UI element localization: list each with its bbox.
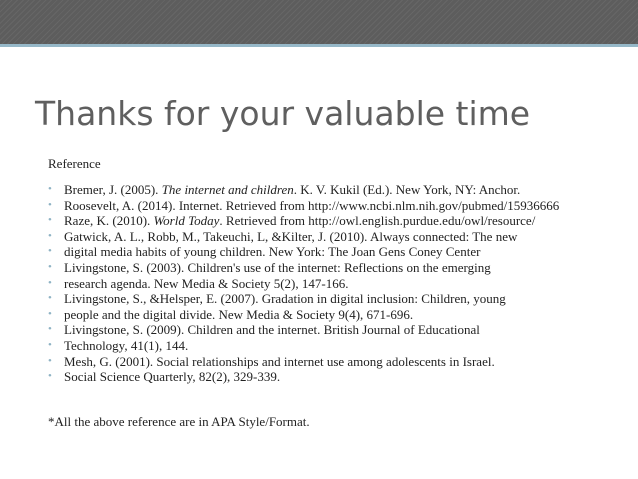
bullet-icon: • (48, 307, 52, 320)
bullet-icon: • (48, 229, 52, 242)
bullet-icon: • (48, 198, 52, 211)
reference-item (48, 198, 623, 214)
reference-text: Livingstone, S. (2009). Children and the internet. British Journal of Educational (64, 322, 480, 338)
bullet-icon: • (48, 370, 52, 383)
reference-text: research agenda. New Media & Society 5(2), 147-166. (64, 275, 349, 291)
reference-item (48, 229, 623, 245)
reference-text: . K. V. Kukil (Ed.). New York, NY: Anchor. (293, 182, 521, 197)
reference-text: . Retrieved from http://owl.english.purdue.edu/owl/resource/ (219, 213, 536, 229)
header-bar (0, 0, 638, 44)
bullet-icon: • (48, 183, 52, 195)
slide-title: Thanks for your valuable time (35, 94, 531, 133)
reference-heading: Reference (48, 156, 101, 171)
reference-item (48, 307, 623, 323)
reference-item (48, 291, 623, 307)
reference-item (48, 354, 623, 370)
reference-text: Technology, 41(1), 144. (64, 337, 189, 353)
reference-text: digital media habits of young children. New York: The Joan Gens Coney Center (64, 244, 481, 260)
bullet-icon: • (48, 292, 52, 305)
reference-title: World Today (153, 213, 220, 229)
bullet-icon: • (48, 260, 52, 273)
reference-item (48, 260, 623, 276)
bullet-icon: • (48, 323, 52, 336)
bullet-icon: • (48, 338, 52, 351)
reference-text: Social Science Quarterly, 82(2), 329-339. (64, 369, 281, 385)
bullet-icon: • (48, 245, 52, 258)
reference-text: people and the digital divide. New Media & Society 9(4), 671-696. (64, 306, 414, 322)
reference-text: Livingstone, S., &Helsper, E. (2007). Gradation in digital inclusion: Children, young (64, 291, 506, 307)
footnote: *All the above reference are in APA Style/Format. (48, 414, 310, 429)
reference-text: Mesh, G. (2001). Social relationships and internet use among adolescents in Israel. (64, 353, 495, 369)
accent-stripe (0, 44, 638, 47)
reference-item (48, 338, 623, 354)
reference-text: Livingstone, S. (2003). Children's use of the internet: Reflections on the emerging (64, 259, 491, 275)
reference-item (48, 369, 623, 385)
reference-text: Gatwick, A. L., Robb, M., Takeuchi, L, &Kilter, J. (2010). Always connected: The new (64, 228, 518, 244)
reference-text: Raze, K. (2010). (64, 213, 154, 229)
reference-text: Roosevelt, A. (2014). Internet. Retrieved from http://www.ncbi.nlm.nih.gov/pubmed/15936666 (64, 197, 560, 213)
reference-item (48, 213, 623, 229)
bullet-icon: • (48, 276, 52, 289)
bullet-icon: • (48, 354, 52, 367)
reference-title: The internet and children (161, 182, 294, 197)
reference-item (48, 276, 623, 292)
reference-text: Bremer, J. (2005). (64, 182, 162, 197)
reference-item (48, 182, 623, 198)
reference-item (48, 322, 623, 338)
reference-item (48, 244, 623, 260)
reference-list (48, 182, 623, 385)
bullet-icon: • (48, 214, 52, 227)
